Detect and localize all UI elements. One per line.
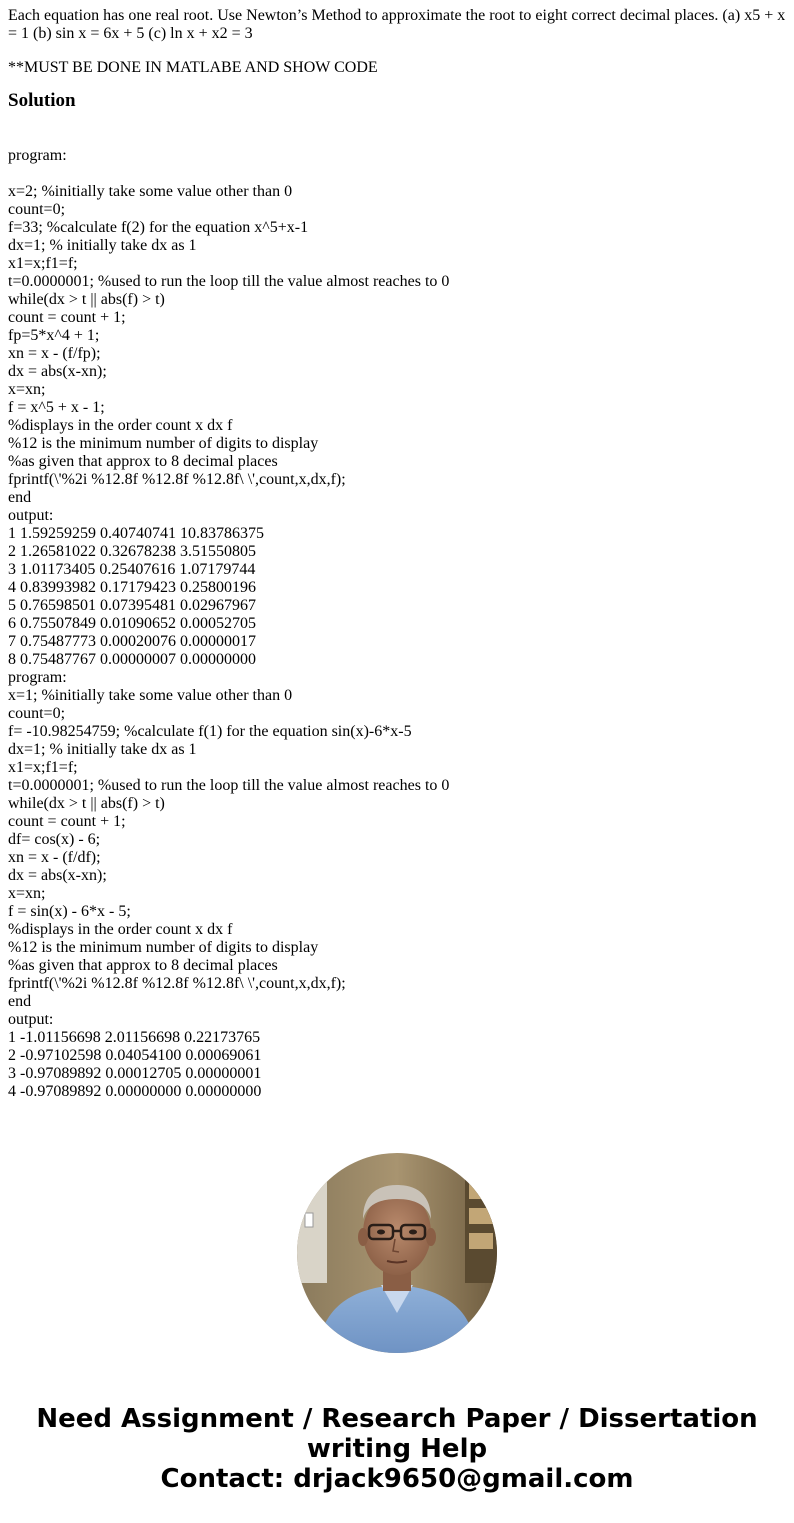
solution-line: f= -10.98254759; %calculate f(1) for the equation sin(x)-6*x-5 <box>8 723 412 740</box>
solution-line: end <box>8 993 32 1010</box>
solution-line: fp=5*x^4 + 1; <box>8 327 100 344</box>
footer-contact-email: Contact: drjack9650@gmail.com <box>160 1464 634 1494</box>
solution-line: 3 1.01173405 0.25407616 1.07179744 <box>8 561 256 578</box>
solution-line: output: <box>8 507 54 524</box>
solution-line: count = count + 1; <box>8 309 126 326</box>
solution-line: program: <box>8 669 67 686</box>
solution-line: 2 1.26581022 0.32678238 3.51550805 <box>8 543 256 560</box>
solution-line: 1 1.59259259 0.40740741 10.83786375 <box>8 525 264 542</box>
solution-line: x1=x;f1=f; <box>8 255 78 272</box>
solution-line: %12 is the minimum number of digits to display <box>8 939 319 956</box>
solution-line: 8 0.75487767 0.00000007 0.00000000 <box>8 651 256 668</box>
solution-line: fprintf(\'%2i %12.8f %12.8f %12.8f\ \',count,x,dx,f); <box>8 975 346 992</box>
solution-line: 3 -0.97089892 0.00012705 0.00000001 <box>8 1065 262 1082</box>
solution-line: program: <box>8 147 67 164</box>
solution-line: xn = x - (f/df); <box>8 849 101 866</box>
solution-line: count=0; <box>8 705 66 722</box>
solution-line: end <box>8 489 32 506</box>
solution-line: x=1; %initially take some value other than 0 <box>8 687 293 704</box>
solution-line: t=0.0000001; %used to run the loop till the value almost reaches to 0 <box>8 273 450 290</box>
solution-line: x=2; %initially take some value other than 0 <box>8 183 293 200</box>
solution-line: dx=1; % initially take dx as 1 <box>8 237 197 254</box>
solution-line: dx=1; % initially take dx as 1 <box>8 741 197 758</box>
solution-line: output: <box>8 1011 54 1028</box>
footer-line-1: Need Assignment / Research Paper / Dissertation <box>36 1404 758 1434</box>
solution-line: x=xn; <box>8 885 46 902</box>
solution-line: f = x^5 + x - 1; <box>8 399 105 416</box>
author-avatar <box>297 1153 497 1353</box>
solution-line: fprintf(\'%2i %12.8f %12.8f %12.8f\ \',count,x,dx,f); <box>8 471 346 488</box>
solution-line: %displays in the order count x dx f <box>8 417 233 434</box>
solution-line: f = sin(x) - 6*x - 5; <box>8 903 131 920</box>
document-body <box>8 7 788 1101</box>
solution-line: while(dx > t || abs(f) > t) <box>8 291 165 308</box>
solution-line: f=33; %calculate f(2) for the equation x^5+x-1 <box>8 219 309 236</box>
solution-line: dx = abs(x-xn); <box>8 363 107 380</box>
solution-line: 1 -1.01156698 2.01156698 0.22173765 <box>8 1029 261 1046</box>
solution-line: count=0; <box>8 201 66 218</box>
solution-line: df= cos(x) - 6; <box>8 831 101 848</box>
solution-line: t=0.0000001; %used to run the loop till the value almost reaches to 0 <box>8 777 450 794</box>
note-text: **MUST BE DONE IN MATLABE AND SHOW CODE <box>8 59 378 76</box>
solution-line: 4 0.83993982 0.17179423 0.25800196 <box>8 579 256 596</box>
question-text: Each equation has one real root. Use Newton’s Method to approximate the root to eight correct decimal places. (a) x5 + x = 1 (b) sin x = 6x + 5 (c) ln x + x2 = 3 <box>8 7 786 42</box>
solution-line: while(dx > t || abs(f) > t) <box>8 795 165 812</box>
solution-line <box>8 165 788 183</box>
solution-line: 6 0.75507849 0.01090652 0.00052705 <box>8 615 256 632</box>
solution-line: %displays in the order count x dx f <box>8 921 233 938</box>
solution-line: %as given that approx to 8 decimal places <box>8 957 278 974</box>
solution-line: 5 0.76598501 0.07395481 0.02967967 <box>8 597 256 614</box>
footer-contact <box>0 1404 794 1494</box>
solution-line: xn = x - (f/fp); <box>8 345 101 362</box>
solution-line: 7 0.75487773 0.00020076 0.00000017 <box>8 633 256 650</box>
solution-line: %as given that approx to 8 decimal places <box>8 453 278 470</box>
solution-line: x1=x;f1=f; <box>8 759 78 776</box>
solution-line: 2 -0.97102598 0.04054100 0.00069061 <box>8 1047 262 1064</box>
solution-code <box>8 147 788 1101</box>
solution-heading: Solution <box>8 90 76 111</box>
solution-line: count = count + 1; <box>8 813 126 830</box>
solution-line: %12 is the minimum number of digits to display <box>8 435 319 452</box>
solution-line: dx = abs(x-xn); <box>8 867 107 884</box>
person-portrait-icon <box>297 1153 497 1353</box>
solution-line: 4 -0.97089892 0.00000000 0.00000000 <box>8 1083 262 1100</box>
solution-line: x=xn; <box>8 381 46 398</box>
footer-line-2: writing Help <box>306 1434 488 1464</box>
